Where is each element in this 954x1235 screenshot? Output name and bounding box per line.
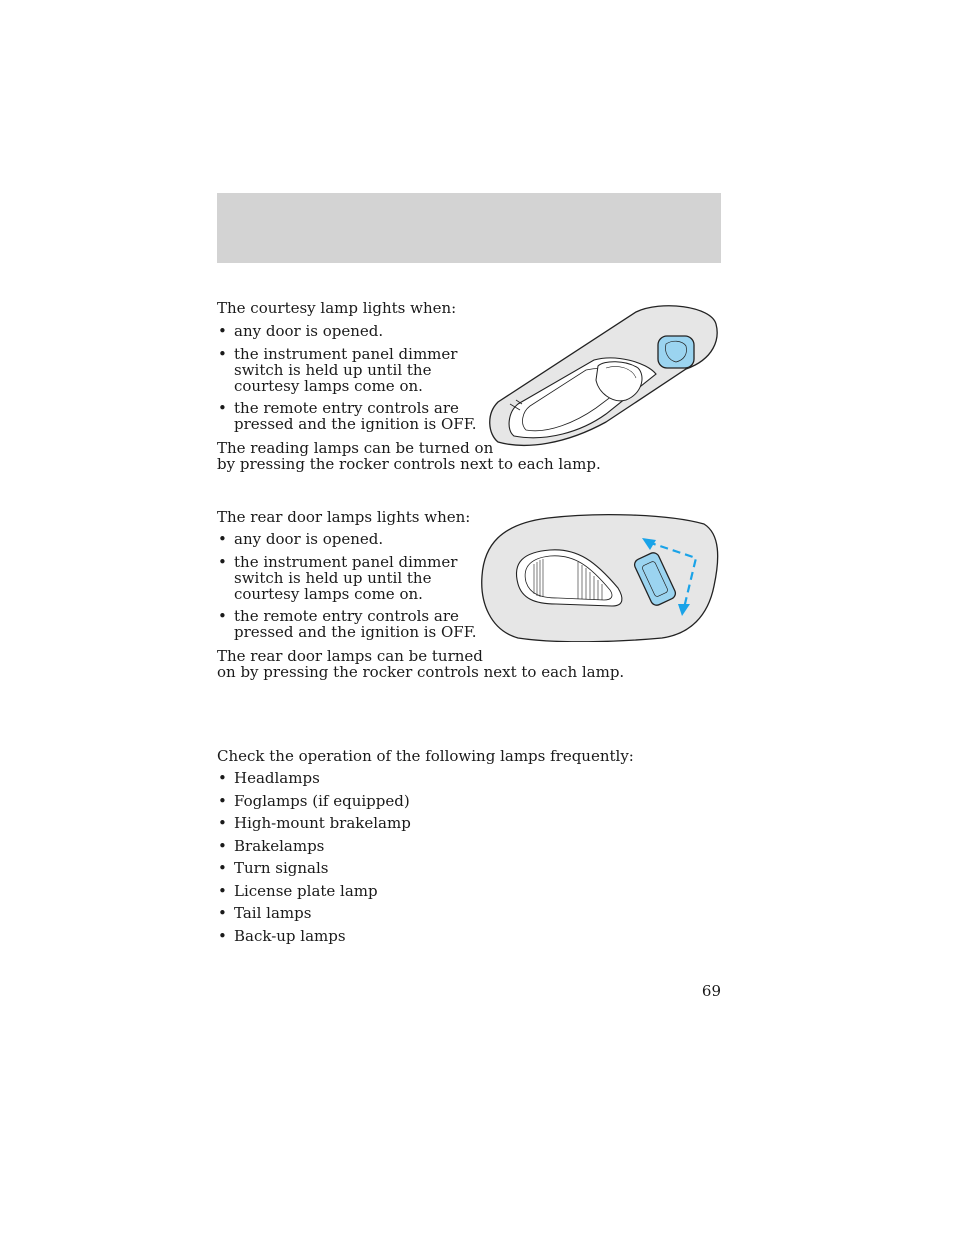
rear-door-lamps-text-line2: on by pressing the rocker controls next to each lamp. — [217, 663, 625, 681]
list-item: • License plate lamp — [217, 883, 411, 899]
courtesy-lamp-list — [217, 323, 477, 439]
list-item: • Headlamps — [217, 770, 411, 786]
reading-lamps-text-line1: The reading lamps can be turned on — [217, 439, 494, 457]
list-item: • High-mount brakelamp — [217, 815, 411, 831]
lamp-check-list — [217, 770, 411, 950]
rear-door-lamps-intro: The rear door lamps lights when: — [217, 508, 471, 526]
list-item: • Back-up lamps — [217, 928, 411, 944]
rear-door-lamp-illustration — [478, 512, 722, 642]
list-item: • the instrument panel dimmer switch is held up until the courtesy lamps come on. — [217, 554, 477, 602]
list-item: • any door is opened. — [217, 323, 477, 339]
list-item: • the instrument panel dimmer switch is held up until the courtesy lamps come on. — [217, 346, 477, 394]
list-item: • Foglamps (if equipped) — [217, 793, 411, 809]
list-item: • the remote entry controls are pressed and the ignition is OFF. — [217, 608, 477, 640]
overhead-console-illustration — [486, 304, 722, 450]
list-item: • Turn signals — [217, 860, 411, 876]
lamp-check-intro: Check the operation of the following lamps frequently: — [217, 747, 634, 765]
reading-lamp-rocker-button — [658, 336, 694, 368]
rear-door-lamps-list — [217, 531, 477, 647]
reading-lamps-text-line2: by pressing the rocker controls next to each lamp. — [217, 455, 601, 473]
page-number: 69 — [701, 982, 721, 1000]
courtesy-lamp-intro: The courtesy lamp lights when: — [217, 299, 457, 317]
rear-door-lamps-text-line1: The rear door lamps can be turned — [217, 647, 483, 665]
list-item: • Brakelamps — [217, 838, 411, 854]
list-item: • any door is opened. — [217, 531, 477, 547]
list-item: • the remote entry controls are pressed and the ignition is OFF. — [217, 400, 477, 432]
list-item: • Tail lamps — [217, 905, 411, 921]
header-band — [217, 193, 721, 263]
